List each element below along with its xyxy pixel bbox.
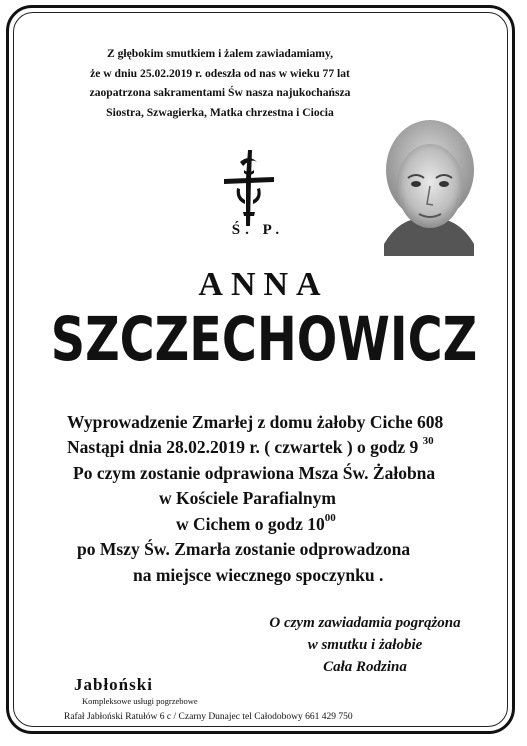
cross-icon <box>221 148 277 228</box>
details-line-text: Nastąpi dnia 28.02.2019 r. ( czwartek ) o godz 9 <box>67 437 419 457</box>
intro-line: że w dniu 25.02.2019 r. odeszła od nas w wieku 77 lat <box>90 66 350 80</box>
portrait-photo <box>378 112 478 256</box>
details-line: Po czym zostanie odprawiona Msza Św. Żałobna <box>73 463 436 483</box>
deceased-first-name: ANNA <box>198 266 329 303</box>
details-line-time <box>176 512 336 538</box>
details-line-text: w Cichem o godz 10 <box>176 514 325 534</box>
company-tagline: Kompleksowe usługi pogrzebowe <box>82 696 198 706</box>
intro-line: zaopatrzona sakramentami Św nasza najukochańsza <box>89 86 351 99</box>
details-line: na miejsce wiecznego spoczynku . <box>133 565 384 585</box>
intro-line: Z głębokim smutkiem i żalem zawiadamiamy, <box>106 47 334 60</box>
sp-label: Ś. P. <box>231 222 285 238</box>
details-line-sup: 30 <box>422 435 434 448</box>
family-line: Cała Rodzina <box>323 659 407 675</box>
details-line: Wyprowadzenie Zmarłej z domu żałoby Ciche 608 <box>67 412 444 432</box>
details-line: po Mszy Św. Zmarła zostanie odprowadzona <box>77 539 411 559</box>
details-line: w Kościele Parafialnym <box>159 488 336 508</box>
family-line: w smutku i żałobie <box>307 637 423 653</box>
family-line: O czym zawiadamia pogrążona <box>269 615 461 631</box>
company-name: Jabłoński <box>74 675 153 694</box>
details-line-time <box>67 435 434 461</box>
company-address: Rafał Jabłoński Ratułów 6 c / Czarny Dunajec tel Całodobowy 661 429 750 <box>64 712 353 722</box>
intro-text <box>60 44 380 122</box>
deceased-last-name: SZCZECHOWICZ <box>50 304 478 375</box>
intro-line: Siostra, Szwagierka, Matka chrzestna i Ciocia <box>106 105 334 119</box>
family-signature <box>200 612 527 678</box>
details-line-sup: 00 <box>324 512 336 525</box>
